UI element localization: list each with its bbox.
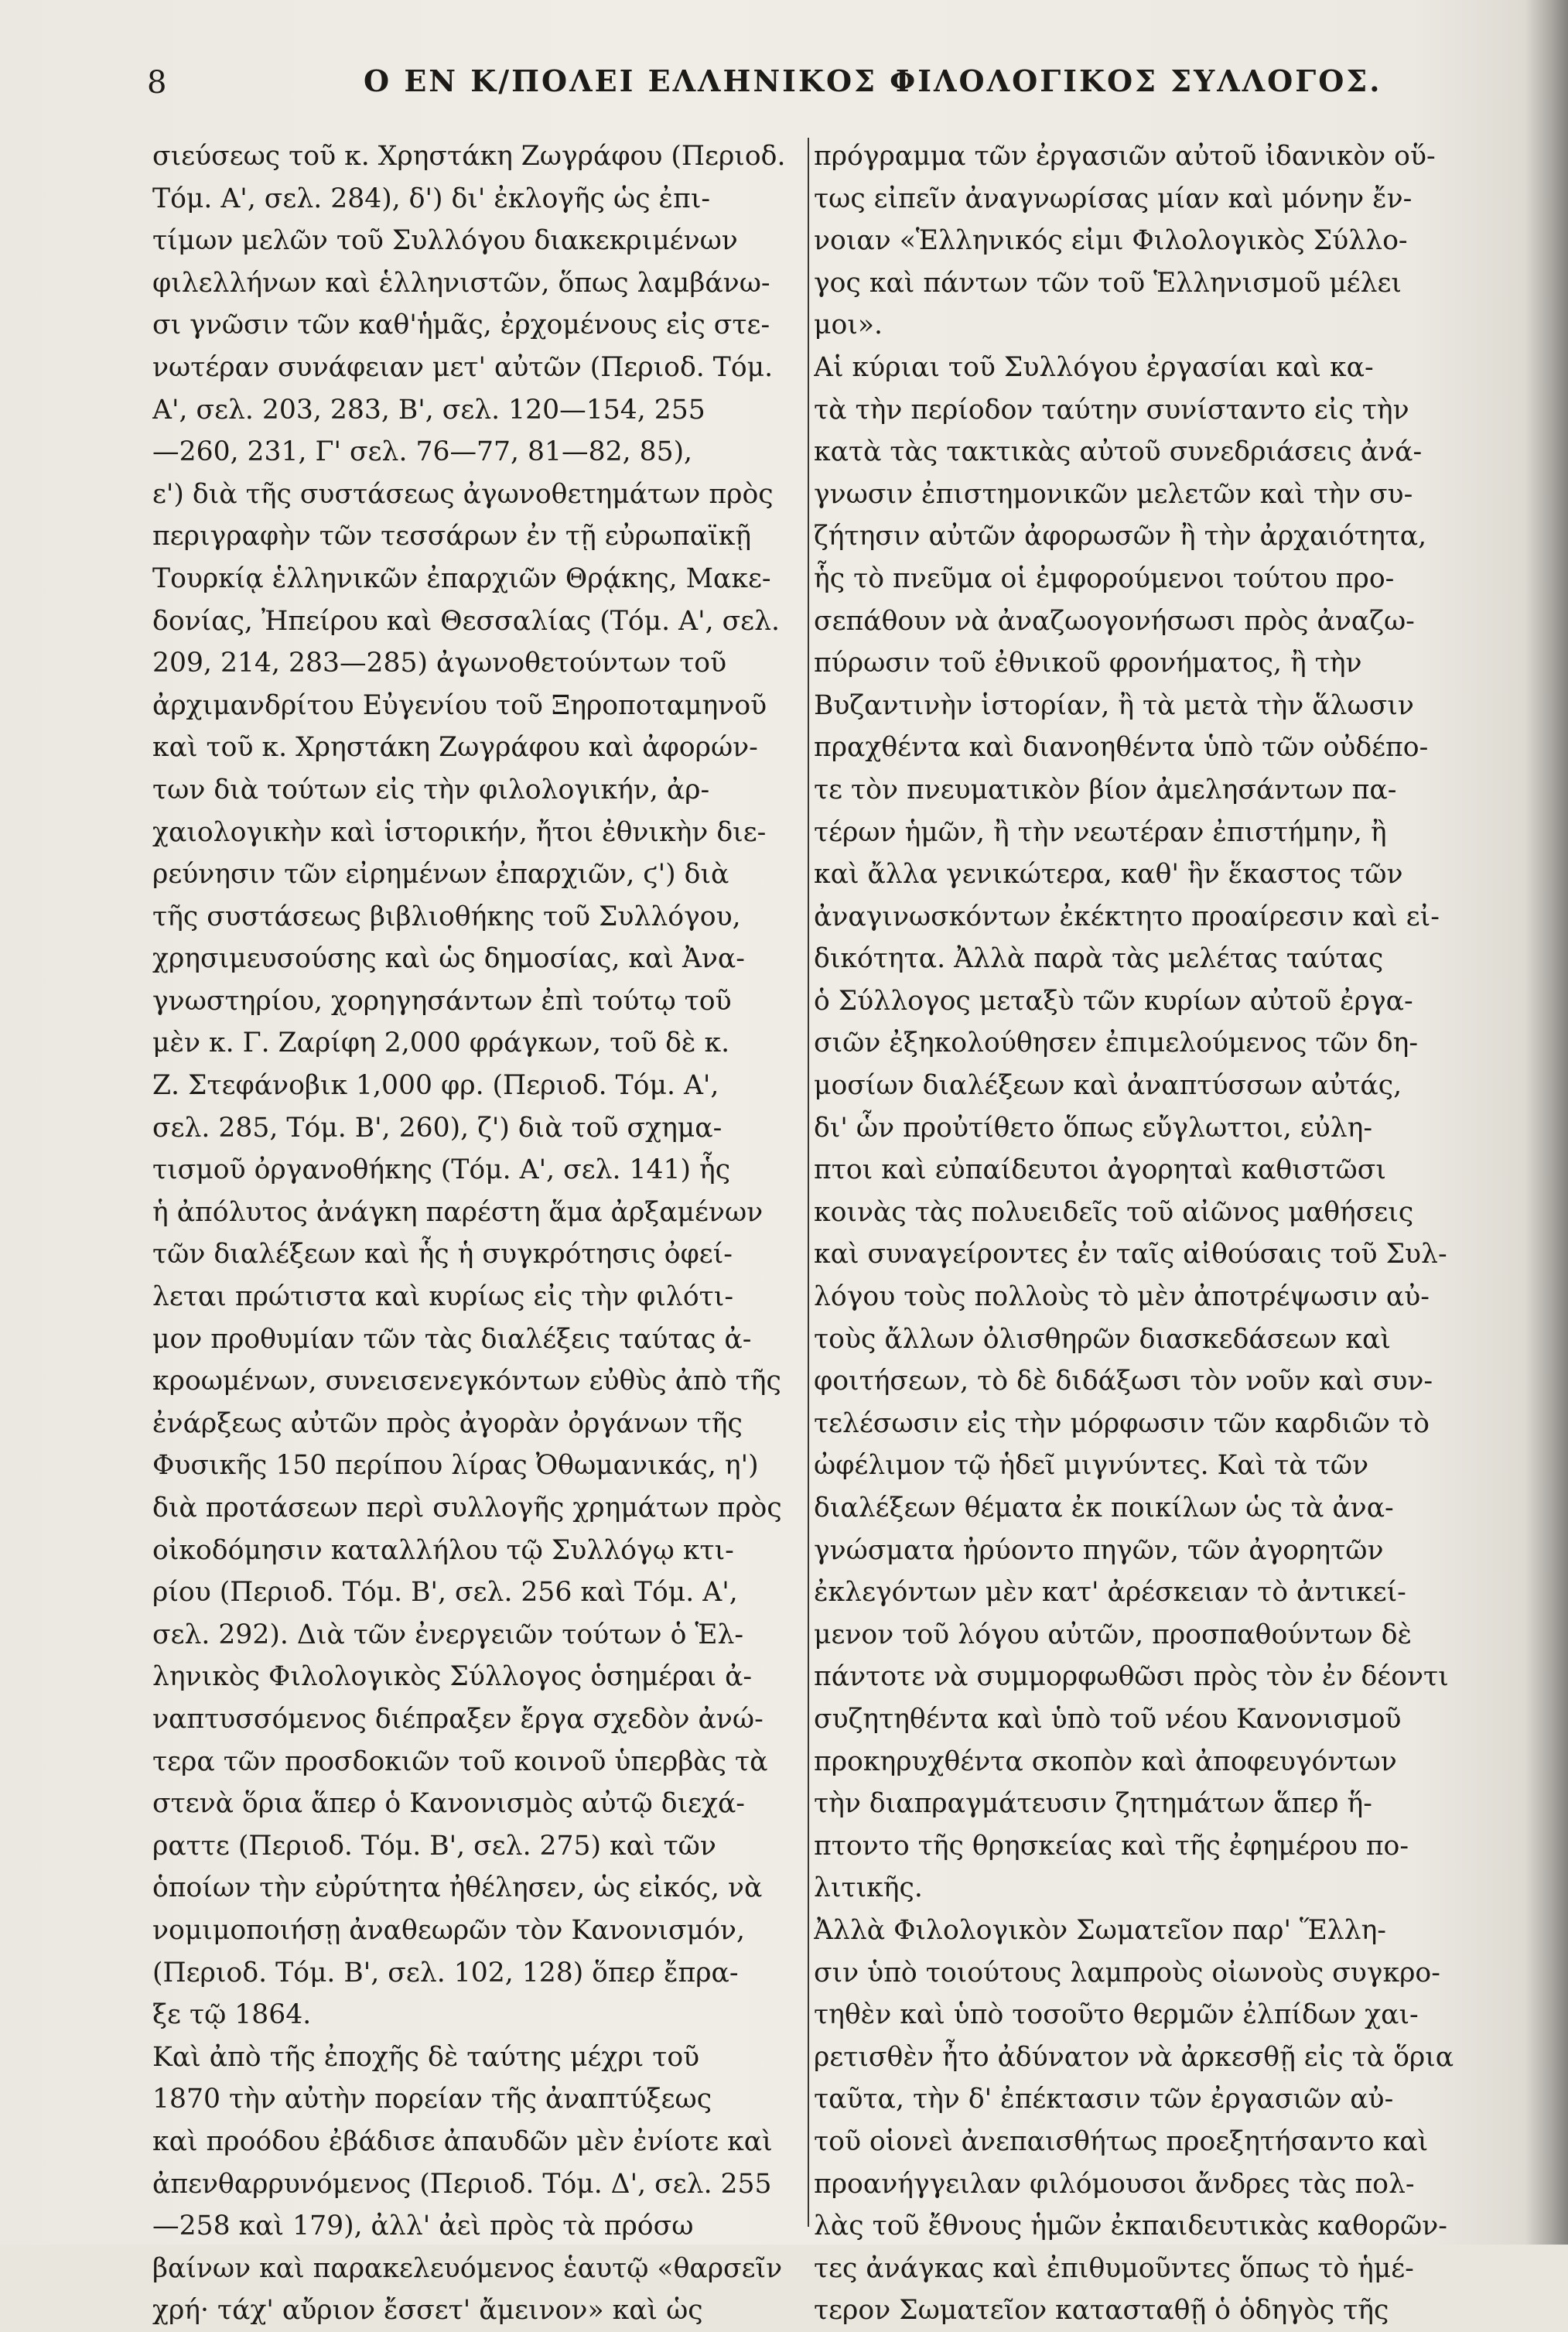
- text-line: μοι».: [814, 309, 883, 341]
- text-line: Ἀλλὰ Φιλολογικὸν Σωματεῖον παρ' Ἕλλη-: [814, 1914, 1386, 1946]
- text-line: πύρωσιν τοῦ ἐθνικοῦ φρονήματος, ἢ τὴν: [814, 648, 1362, 679]
- text-line: διὰ προτάσεων περὶ συλλογῆς χρημάτων πρὸς: [152, 1493, 782, 1523]
- text-line: τίμων μελῶν τοῦ Συλλόγου διακεκριμένων: [152, 225, 738, 257]
- text-line: —258 καὶ 179), ἀλλ' ἀεὶ πρὸς τὰ πρόσω: [152, 2211, 694, 2242]
- text-line: σελ. 285, Τόμ. Β', 260), ζ') διὰ τοῦ σχημα-: [152, 1112, 723, 1144]
- text-line: Καὶ ἀπὸ τῆς ἐποχῆς δὲ ταύτης μέχρι τοῦ: [152, 2041, 700, 2073]
- text-line: δικότητα. Ἀλλὰ παρὰ τὰς μελέτας ταύτας: [814, 943, 1384, 975]
- text-line: τε τὸν πνευματικὸν βίον ἀμελησάντων πα-: [814, 774, 1397, 805]
- text-line: τες ἀνάγκας καὶ ἐπιθυμοῦντες ὅπως τὸ ἡμέ-: [814, 2252, 1414, 2284]
- text-line: γνώσματα ἠρύοντο πηγῶν, τῶν ἀγορητῶν: [814, 1534, 1384, 1566]
- text-line: μὲν κ. Γ. Ζαρίφη 2,000 φράγκων, τοῦ δὲ κ.: [152, 1028, 730, 1059]
- text-line: φιλελλήνων καὶ ἑλληνιστῶν, ὅπως λαμβάνω-: [152, 267, 770, 299]
- text-line: των διὰ τούτων εἰς τὴν φιλολογικήν, ἀρ-: [152, 774, 710, 805]
- text-line: 209, 214, 283—285) ἀγωνοθετούντων τοῦ: [152, 648, 727, 679]
- running-title: Ο ΕΝ Κ/ΠΟΛΕΙ ΕΛΛΗΝΙΚΟΣ ΦΙΛΟΛΟΓΙΚΟΣ ΣΥΛΛΟΓΟΣ.: [364, 63, 1382, 98]
- text-column-left: [152, 135, 802, 2332]
- text-line: δι' ὧν προὐτίθετο ὅπως εὔγλωττοι, εὐλη-: [814, 1112, 1373, 1144]
- text-line: ραττε (Περιοδ. Τόμ. Β', σελ. 275) καὶ τῶν: [152, 1830, 716, 1862]
- text-line: ἀναγινωσκόντων ἐκέκτητο προαίρεσιν καὶ εἰ-: [814, 901, 1440, 932]
- page-edge-shadow: [1525, 0, 1568, 2245]
- text-line: φοιτήσεων, τὸ δὲ διδάξωσι τὸν νοῦν καὶ συν-: [814, 1366, 1433, 1397]
- text-line: προανήγγειλαν φιλόμουσοι ἄνδρες τὰς πολ-: [814, 2168, 1415, 2200]
- text-line: κατὰ τὰς τακτικὰς αὐτοῦ συνεδριάσεις ἀνά-: [814, 436, 1423, 468]
- text-line: κοινὰς τὰς πολυειδεῖς τοῦ αἰῶνος μαθήσεις: [814, 1196, 1414, 1228]
- text-line: πάντοτε νὰ συμμορφωθῶσι πρὸς τὸν ἐν δέοντι: [814, 1661, 1449, 1693]
- text-line: Φυσικῆς 150 περίπου λίρας Ὀθωμανικάς, η'): [152, 1450, 759, 1482]
- text-line: λόγου τοὺς πολλοὺς τὸ μὲν ἀποτρέψωσιν αὐ-: [814, 1281, 1430, 1313]
- text-line: Τόμ. Α', σελ. 284), δ') δι' ἐκλογῆς ὡς ἐπι-: [152, 183, 711, 214]
- text-line: μον προθυμίαν τῶν τὰς διαλέξεις ταύτας ἀ-: [152, 1323, 752, 1355]
- text-line: χρησιμευσούσης καὶ ὡς δημοσίας, καὶ Ἀνα-: [152, 943, 745, 975]
- text-line: ληνικὸς Φιλολογικὸς Σύλλογος ὁσημέραι ἀ-: [152, 1661, 753, 1693]
- text-line: λιτικῆς.: [814, 1872, 923, 1904]
- text-line: τερα τῶν προσδοκιῶν τοῦ κοινοῦ ὑπερβὰς τὰ: [152, 1746, 768, 1777]
- text-line: πρόγραμμα τῶν ἐργασιῶν αὐτοῦ ἰδανικὸν οὕ-: [814, 141, 1436, 172]
- text-line: σι γνῶσιν τῶν καθ'ἡμᾶς, ἐρχομένους εἰς στε-: [152, 309, 770, 341]
- text-line: βαίνων καὶ παρακελευόμενος ἑαυτῷ «θαρσεῖν: [152, 2252, 783, 2284]
- text-line: —260, 231, Γ' σελ. 76—77, 81—82, 85),: [152, 436, 693, 468]
- text-line: πτοντο τῆς θρησκείας καὶ τῆς ἐφημέρου πο-: [814, 1830, 1409, 1862]
- text-line: συζητηθέντα καὶ ὑπὸ τοῦ νέου Κανονισμοῦ: [814, 1703, 1402, 1735]
- text-line: τῆς συστάσεως βιβλιοθήκης τοῦ Συλλόγου,: [152, 901, 741, 932]
- text-line: ρίου (Περιοδ. Τόμ. Β', σελ. 256 καὶ Τόμ. Α',: [152, 1577, 738, 1609]
- text-line: σιῶν ἐξηκολούθησεν ἐπιμελούμενος τῶν δη-: [814, 1028, 1419, 1059]
- text-line: διαλέξεων θέματα ἐκ ποικίλων ὡς τὰ ἀνα-: [814, 1493, 1394, 1523]
- text-line: κροωμένων, συνεισενεγκόντων εὐθὺς ἀπὸ τῆς: [152, 1366, 781, 1397]
- text-line: καὶ ἄλλα γενικώτερα, καθ' ἣν ἕκαστος τῶν: [814, 859, 1403, 891]
- text-line: νομιμοποιήσῃ ἀναθεωρῶν τὸν Κανονισμόν,: [152, 1914, 745, 1946]
- text-line: στενὰ ὅρια ἅπερ ὁ Κανονισμὸς αὐτῷ διεχά-: [152, 1788, 745, 1820]
- text-line: τισμοῦ ὀργανοθήκης (Τόμ. Α', σελ. 141) ἧς: [152, 1154, 731, 1186]
- text-line: Ζ. Στεφάνοβικ 1,000 φρ. (Περιοδ. Τόμ. Α',: [152, 1070, 719, 1102]
- text-line: ἐκλεγόντων μὲν κατ' ἀρέσκειαν τὸ ἀντικεί-: [814, 1577, 1406, 1609]
- text-line: μενον τοῦ λόγου αὐτῶν, προσπαθούντων δὲ: [814, 1619, 1413, 1650]
- text-line: σιεύσεως τοῦ κ. Χρηστάκη Ζωγράφου (Περιοδ.: [152, 141, 786, 172]
- text-line: τως εἰπεῖν ἀναγνωρίσας μίαν καὶ μόνην ἔν-: [814, 183, 1413, 214]
- text-line: οἰκοδόμησιν καταλλήλου τῷ Συλλόγῳ κτι-: [152, 1534, 734, 1566]
- text-column-right: [814, 135, 1479, 2332]
- text-line: δονίας, Ἠπείρου καὶ Θεσσαλίας (Τόμ. Α', σελ.: [152, 605, 780, 637]
- text-line: ἐνάρξεως αὐτῶν πρὸς ἀγορὰν ὀργάνων τῆς: [152, 1407, 743, 1439]
- text-line: ὁ Σύλλογος μεταξὺ τῶν κυρίων αὐτοῦ ἐργα-: [814, 985, 1413, 1017]
- text-line: τέρων ἡμῶν, ἢ τὴν νεωτέραν ἐπιστήμην, ἢ: [814, 816, 1387, 848]
- text-line: τελέσωσιν εἰς τὴν μόρφωσιν τῶν καρδιῶν τὸ: [814, 1407, 1430, 1439]
- text-line: τῶν διαλέξεων καὶ ἧς ἡ συγκρότησις ὀφεί-: [152, 1239, 733, 1270]
- text-line: ρεύνησιν τῶν εἰρημένων ἐπαρχιῶν, ϛ') διὰ: [152, 859, 729, 891]
- column-divider: [808, 138, 809, 2227]
- text-line: ἧς τὸ πνεῦμα οἱ ἐμφορούμενοι τούτου προ-: [814, 562, 1395, 594]
- text-line: ὁποίων τὴν εὐρύτητα ἠθέλησεν, ὡς εἰκός, νὰ: [152, 1872, 763, 1904]
- text-line: χαιολογικὴν καὶ ἱστορικήν, ἤτοι ἐθνικὴν διε-: [152, 816, 767, 848]
- text-line: τοὺς ἄλλων ὀλισθηρῶν διασκεδάσεων καὶ: [814, 1323, 1391, 1355]
- text-line: καὶ τοῦ κ. Χρηστάκη Ζωγράφου καὶ ἀφορών-: [152, 732, 758, 764]
- text-line: σεπάθουν νὰ ἀναζωογονήσωσι πρὸς ἀναζω-: [814, 605, 1415, 637]
- text-line: γνωσιν ἐπιστημονικῶν μελετῶν καὶ τὴν συ-: [814, 478, 1413, 510]
- text-line: καὶ συναγείροντες ἐν ταῖς αἰθούσαις τοῦ Συλ-: [814, 1239, 1447, 1270]
- text-line: σελ. 292). Διὰ τῶν ἐνεργειῶν τούτων ὁ Ἑλ-: [152, 1619, 744, 1650]
- page-header: [147, 60, 1382, 115]
- text-line: τοῦ οἱονεὶ ἀνεπαισθήτως προεξητήσαντο καὶ: [814, 2125, 1429, 2157]
- text-line: πραχθέντα καὶ διανοηθέντα ὑπὸ τῶν οὐδέπο-: [814, 732, 1429, 764]
- text-line: τὰ τὴν περίοδον ταύτην συνίσταντο εἰς τὴν: [814, 394, 1409, 426]
- text-line: χρή· τάχ' αὔριον ἔσσετ' ἄμεινον» καὶ ὡς: [152, 2295, 703, 2327]
- text-line: γος καὶ πάντων τῶν τοῦ Ἑλληνισμοῦ μέλει: [814, 267, 1402, 299]
- text-line: τηθὲν καὶ ὑπὸ τοσοῦτο θερμῶν ἐλπίδων χαι-: [814, 1999, 1419, 2031]
- text-line: τὴν διαπραγμάτευσιν ζητημάτων ἅπερ ἥ-: [814, 1788, 1372, 1820]
- text-line: λεται πρώτιστα καὶ κυρίως εἰς τὴν φιλότι-: [152, 1281, 734, 1313]
- text-line: ἡ ἀπόλυτος ἀνάγκη παρέστη ἅμα ἀρξαμένων: [152, 1196, 764, 1228]
- text-line: τερον Σωματεῖον κατασταθῇ ὁ ὁδηγὸς τῆς: [814, 2295, 1389, 2327]
- text-line: πτοι καὶ εὐπαίδευτοι ἀγορηταὶ καθιστῶσι: [814, 1154, 1386, 1186]
- text-line: ἀπενθαρρυνόμενος (Περιοδ. Τόμ. Δ', σελ. 255: [152, 2168, 772, 2200]
- text-line: ε') διὰ τῆς συστάσεως ἀγωνοθετημάτων πρὸς: [152, 478, 774, 510]
- text-line: προκηρυχθέντα σκοπὸν καὶ ἀποφευγόντων: [814, 1746, 1397, 1777]
- text-line: μοσίων διαλέξεων καὶ ἀναπτύσσων αὐτάς,: [814, 1070, 1402, 1102]
- text-line: γνωστηρίου, χορηγησάντων ἐπὶ τούτῳ τοῦ: [152, 985, 732, 1017]
- page-number: 8: [147, 65, 167, 101]
- text-line: Βυζαντινὴν ἱστορίαν, ἢ τὰ μετὰ τὴν ἅλωσιν: [814, 689, 1414, 721]
- text-line: (Περιοδ. Τόμ. Β', σελ. 102, 128) ὅπερ ἔπρα-: [152, 1957, 739, 1988]
- text-line: Τουρκίᾳ ἑλληνικῶν ἐπαρχιῶν Θρᾴκης, Μακε-: [152, 562, 771, 594]
- text-line: ταῦτα, τὴν δ' ἐπέκτασιν τῶν ἐργασιῶν αὐ-: [814, 2084, 1394, 2115]
- text-line: Αἱ κύριαι τοῦ Συλλόγου ἐργασίαι καὶ κα-: [814, 351, 1374, 383]
- text-line: ὠφέλιμον τῷ ἡδεῖ μιγνύντες. Καὶ τὰ τῶν: [814, 1450, 1369, 1482]
- text-line: σιν ὑπὸ τοιούτους λαμπροὺς οἰωνοὺς συγκρο-: [814, 1957, 1440, 1988]
- text-line: 1870 τὴν αὐτὴν πορείαν τῆς ἀναπτύξεως: [152, 2084, 712, 2115]
- text-line: νωτέραν συνάφειαν μετ' αὐτῶν (Περιοδ. Τόμ.: [152, 351, 774, 383]
- text-line: νοιαν «Ἑλληνικός εἰμι Φιλολογικὸς Σύλλο-: [814, 225, 1408, 257]
- text-line: λὰς τοῦ ἔθνους ἡμῶν ἐκπαιδευτικὰς καθορῶν-: [814, 2211, 1447, 2242]
- text-line: περιγραφὴν τῶν τεσσάρων ἐν τῇ εὐρωπαϊκῇ: [152, 521, 752, 552]
- text-line: Α', σελ. 203, 283, Β', σελ. 120—154, 255: [152, 394, 705, 426]
- text-line: ἀρχιμανδρίτου Εὐγενίου τοῦ Ξηροποταμηνοῦ: [152, 689, 767, 721]
- text-line: ρετισθὲν ἦτο ἀδύνατον νὰ ἀρκεσθῇ εἰς τὰ ὅρια: [814, 2041, 1454, 2073]
- text-line: ναπτυσσόμενος διέπραξεν ἔργα σχεδὸν ἀνώ-: [152, 1703, 764, 1735]
- text-line: ζήτησιν αὐτῶν ἀφορωσῶν ἢ τὴν ἀρχαιότητα,: [814, 521, 1427, 552]
- text-line: ξε τῷ 1864.: [152, 1999, 312, 2031]
- text-line: καὶ προόδου ἐβάδισε ἀπαυδῶν μὲν ἐνίοτε καὶ: [152, 2125, 773, 2157]
